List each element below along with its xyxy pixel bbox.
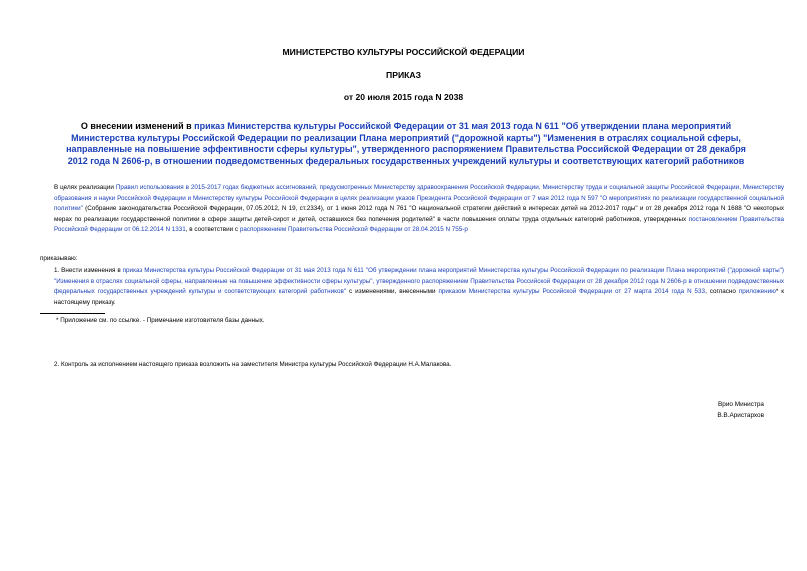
footnote-divider (40, 313, 105, 314)
order-word: приказываю: (40, 255, 78, 262)
ministry-heading: МИНИСТЕРСТВО КУЛЬТУРЫ РОССИЙСКОЙ ФЕДЕРАЦИИ (282, 47, 525, 57)
order-533-link[interactable]: приказом Министерства культуры Российской Федерации от 27 марта 2014 года N 533 (438, 288, 706, 296)
title-prefix: О внесении изменений в (80, 121, 195, 131)
item-1-text-a: 1. Внести изменения в (54, 267, 123, 274)
signature-name: В.В.Аристархов (717, 412, 764, 419)
decree-597-link[interactable]: указов Президента Российской Федерации от 7 мая 2012 года N 597 "О мероприятиях по реализации государственной социальной политики" (54, 194, 784, 213)
title-order-link[interactable]: приказ Министерства культуры Российской Федерации от 31 мая 2013 года N 611 "Об утверждении плана мероприятий Министерства культуры Российской Федерации по реализации Плана мероприятий ("дорожной карты") "Изменения в отраслях социальной сферы, направленные на повышение эффективности сферы культуры", утвержденного распоряжением Правительства Российской Федерации от 28 декабря 2012 года N 2606-р, в отношении подведомственных федеральных государственных учреждений культуры и соответствующих категорий работников (66, 121, 746, 166)
order-611-link[interactable]: приказ Министерства культуры Российской Федерации от 31 мая 2013 года N 611 "Об утверждении плана мероприятий Министерства культуры Российской Федерации по реализации Плана мероприятий ("дорожной карты") "Изменения в отраслях социальной сферы, направленные на повышение эффективности сферы культуры", утвержденного распоряжением Правительства Российской Федерации от 28 декабря 2012 года N 2606-р в отношении подведомственных федеральных государственных учреждений культуры и соответствующих категорий работников" (54, 267, 784, 296)
signature-position: Врио Министра (718, 401, 764, 408)
appendix-link[interactable]: приложению (738, 288, 776, 296)
preamble-text-g: , в соответствии с (185, 226, 240, 234)
item-1-text-g: * к настоящему приказу. (54, 288, 785, 306)
resolution-1331-link[interactable]: постановлением Правительства Российской Федерации от 06.12.2014 N 1331 (54, 215, 785, 234)
item-1-text-c: с изменениями, внесенными (346, 288, 439, 296)
preamble-text-d: (Собрание законодательства Российской Федерации, 07.05.2012, N 19, ст.2334), от 1 июня 2012 года N 761 "О национальной стратегии действий в интересах детей на 2012-2017 годы" и от 28 декабря 2012 года N 1688 "О некоторых мерах по реализации государственной политики в сфере защиты детей-сирот и детей, оставшихся без попечения родителей" в части повышения оплаты труда отдельных категорий работников (54, 205, 784, 223)
document-title (58, 121, 754, 167)
item-1-text-e: , согласно (705, 288, 739, 296)
footnote: * Приложение см. по ссылке. - Примечание изготовителя базы данных. (56, 317, 265, 324)
document-type: ПРИКАЗ (386, 70, 421, 80)
rules-link[interactable]: Правил использования в 2015-2017 годах бюджетных ассигнований, предусмотренных Министерству здравоохранения Российской Федерации, Министерству труда и социальной защиты Российской Федерации, Министерству образования и науки Российской Федерации и Министерству культуры Российской Федерации в целях реализации (54, 184, 784, 202)
preamble-text-a: В целях реализации (54, 184, 116, 191)
item-1-paragraph (40, 266, 784, 308)
preamble-text-e: , утвержденных (639, 215, 689, 223)
order-755-link[interactable]: распоряжением Правительства Российской Федерации от 28.04.2015 N 755-р (239, 226, 468, 234)
item-2-paragraph: 2. Контроль за исполнением настоящего приказа возложить на заместителя Министра культуры Российской Федерации Н.А.Малакова. (54, 361, 452, 368)
date-number: от 20 июля 2015 года N 2038 (343, 92, 464, 102)
preamble-paragraph (40, 183, 784, 236)
